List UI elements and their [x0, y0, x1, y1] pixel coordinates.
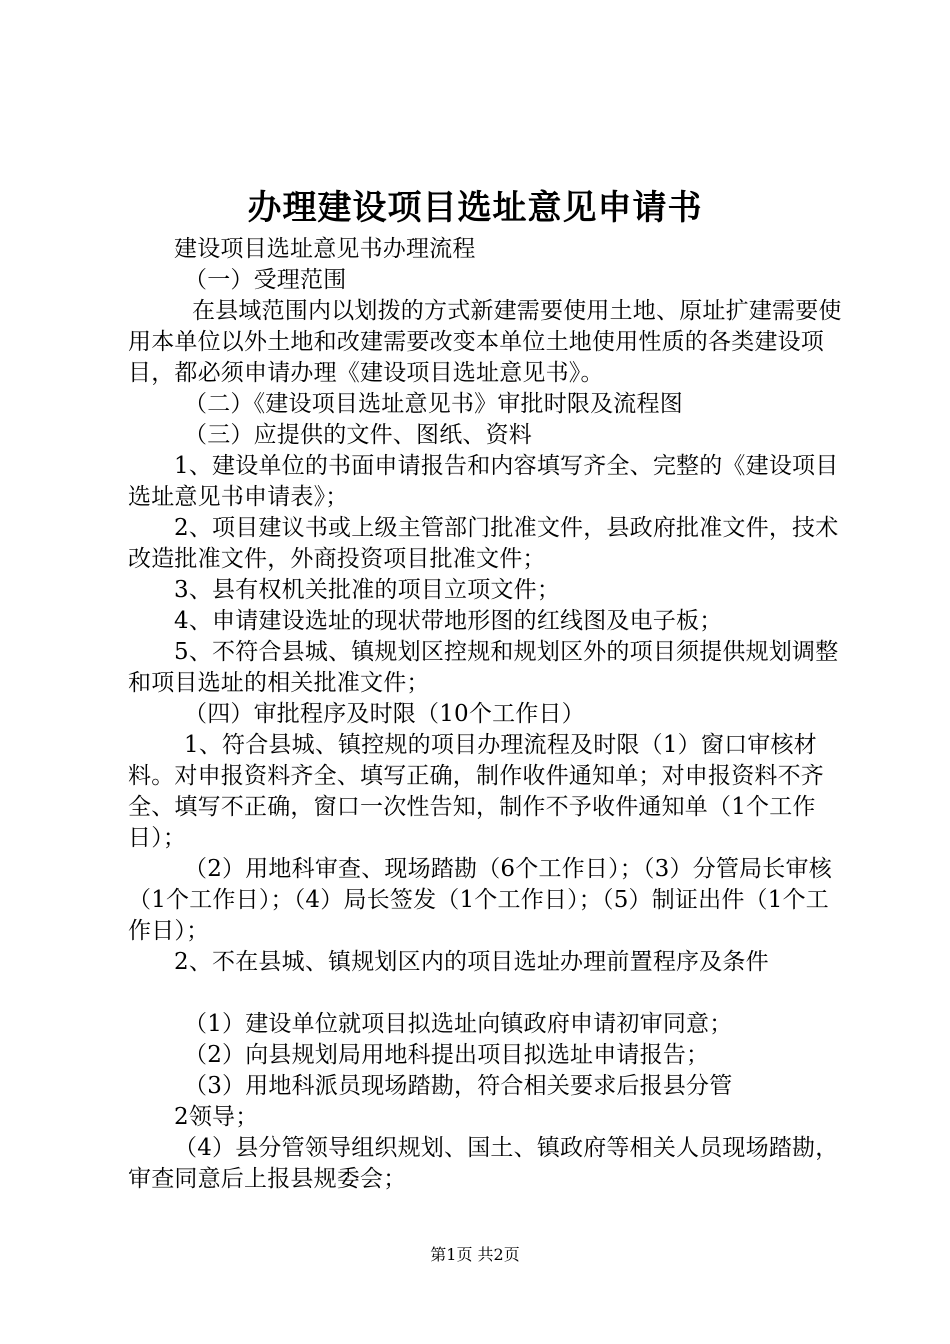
- paragraph-section-procedure: （四）审批程序及时限（10个工作日）: [184, 701, 585, 727]
- paragraph-procedure-2-step-4: （4）县分管领导组织规划、国土、镇政府等相关人员现场踏勘，审查同意后上报县规委会；: [128, 1135, 839, 1192]
- paragraph-section-scope: （一）受理范围: [184, 267, 347, 293]
- paragraph-document-item-5: 5、不符合县城、镇规划区控规和规划区外的项目须提供规划调整和项目选址的相关批准文件；: [128, 639, 839, 696]
- paragraph-document-item-1: 1、建设单位的书面申请报告和内容填写齐全、完整的《建设项目选址意见书申请表》；: [128, 453, 839, 510]
- paragraph-procedure-2-step-1: （1）建设单位就项目拟选址向镇政府申请初审同意；: [184, 1011, 733, 1037]
- paragraph-scope-detail: 在县域范围内以划拨的方式新建需要使用土地、原址扩建需要使用本单位以外土地和改建需要改变本单位土地使用性质的各类建设项目，都必须申请办理《建设项目选址意见书》。: [128, 298, 842, 386]
- paragraph-document-item-4: 4、申请建设选址的现状带地形图的红线图及电子板；: [174, 608, 723, 634]
- paragraph-section-time-limit: （二）《建设项目选址意见书》审批时限及流程图: [184, 391, 683, 417]
- paragraph-section-documents: （三）应提供的文件、图纸、资料: [184, 422, 532, 448]
- page-footer: 第1页 共2页: [430, 1245, 520, 1264]
- document-title: 办理建设项目选址意见申请书: [247, 188, 703, 228]
- paragraph-document-item-3: 3、县有权机关批准的项目立项文件；: [174, 577, 561, 603]
- paragraph-gap: [128, 978, 848, 1009]
- paragraph-procedure-2: 2、不在县城、镇规划区内的项目选址办理前置程序及条件: [174, 949, 769, 975]
- paragraph-procedure-1: 1、符合县城、镇控规的项目办理流程及时限（1）窗口审核材料。对申报资料齐全、填写正确，制作收件通知单；对申报资料不齐全、填写不正确，窗口一次性告知，制作不予收件通知单（1个工作日）；: [128, 732, 824, 851]
- paragraph-document-item-2: 2、项目建议书或上级主管部门批准文件，县政府批准文件，技术改造批准文件，外商投资项目批准文件；: [128, 515, 839, 572]
- paragraph-procedure-2-step-3-cont: 2领导；: [174, 1104, 259, 1130]
- paragraph-procedure-2-step-2: （2）向县规划局用地科提出项目拟选址申请报告；: [184, 1042, 710, 1068]
- document-body: [128, 234, 848, 1195]
- paragraph-process-heading: 建设项目选址意见书办理流程: [174, 236, 476, 262]
- paragraph-procedure-1-steps: （2）用地科审查、现场踏勘（6个工作日）；（3）分管局长审核（1个工作日）；（4）局长签发（1个工作日）；（5）制证出件（1个工作日）；: [128, 856, 832, 944]
- paragraph-procedure-2-step-3: （3）用地科派员现场踏勘，符合相关要求后报县分管: [184, 1073, 733, 1099]
